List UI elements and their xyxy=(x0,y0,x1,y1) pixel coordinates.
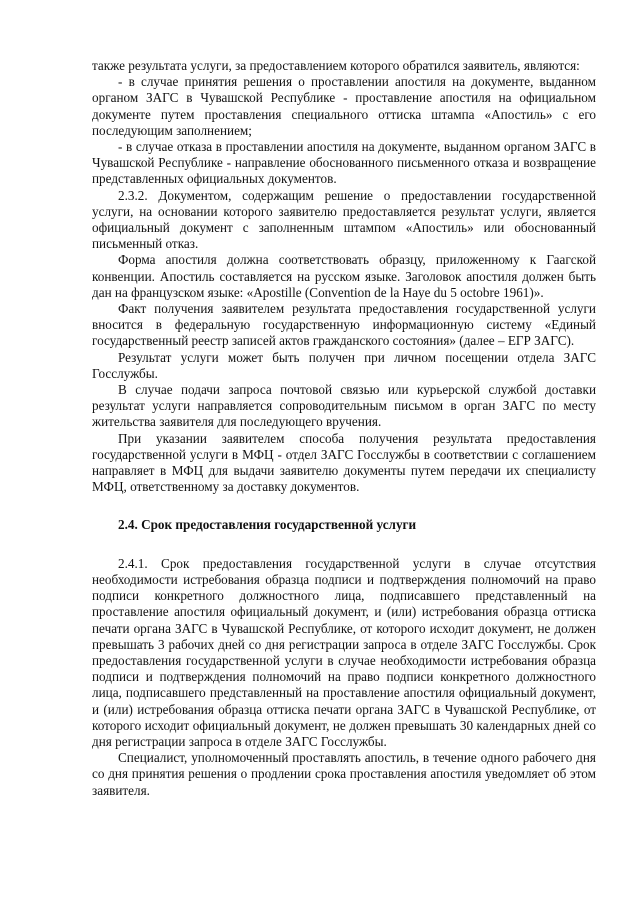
paragraph-mfc-delivery: При указании заявителем способа получения результата предоставления государственной услуги в МФЦ - отдел ЗАГС Госслужбы в соответствии с соглашением направляет в МФЦ для выдачи заявителю документы путем передачи их специалисту МФЦ, ответственному за доставку документов. xyxy=(92,430,596,495)
paragraph-result-pickup: Результат услуги может быть получен при личном посещении отдела ЗАГС Госслужбы. xyxy=(92,349,596,381)
paragraph-intro: также результата услуги, за предоставлением которого обратился заявитель, являются: xyxy=(92,58,580,73)
paragraph-2-3-2: 2.3.2. Документом, содержащим решение о предоставлении государственной услуги, на основании которого заявителю предоставляется результат услуги, является официальный документ с заполненным штампом «Апостиль» или обоснованный письменный отказ. xyxy=(92,187,596,252)
paragraph-bullet-apostille-decision: - в случае принятия решения о проставлении апостиля на документе, выданном органом ЗАГС в Чувашской Республике - проставление апостиля на официальном документе путем проставления специального оттиска штампа «Апостиль» с его последующим заполнением; xyxy=(92,74,596,138)
paragraph-mail-delivery: В случае подачи запроса почтовой связью или курьерской службой доставки результат услуги направляется сопроводительным письмом в орган ЗАГС по месту жительства заявителя для последующего вручения. xyxy=(92,382,596,430)
section-heading-2-4: 2.4. Срок предоставления государственной услуги xyxy=(118,517,417,533)
paragraph-result-fact: Факт получения заявителем результата предоставления государственной услуги вносится в федеральную государственную информационную систему «Единый государственный реестр записей актов гражданского состояния» (далее – ЕГР ЗАГС). xyxy=(92,301,596,349)
paragraph-2-4-1: 2.4.1. Срок предоставления государственной услуги в случае отсутствия необходимости истребования образца подписи и подтверждения полномочий на право подписи конкретного должностного лица, подписавшего представленный на проставление апостиля официальный документ, и (или) истребования образца оттиска печати органа ЗАГС в Чувашской Республике, от которого исходит документ, не должен превышать 3 рабочих дней со дня регистрации запроса в отделе ЗАГС Госслужбы. Срок предоставления государственной услуги в случае необходимости истребования образца подписи и подтверждения полномочий на право подписи конкретного должностного лица, подписавшего представленный на проставление апостиля официальный документ, и (или) истребования образца оттиска печати органа ЗАГС в Чувашской Республике, от которого исходит официальный документ, не должен превышать 30 календарных дней со дня регистрации запроса в отделе ЗАГС Госслужбы. xyxy=(92,555,596,749)
paragraph-bullet-refusal: - в случае отказа в проставлении апостиля на документе, выданном органом ЗАГС в Чувашской Республике - направление обоснованного письменного отказа и возвращение представленных официальных документов. xyxy=(92,139,596,187)
document-page xyxy=(92,58,596,799)
paragraph-apostille-form: Форма апостиля должна соответствовать образцу, приложенному к Гаагской конвенции. Апостиль составляется на русском языке. Заголовок апостиля должен быть дан на французском языке: «Apostille (Convention de la Haye du 5 octobre 1961)». xyxy=(92,252,596,300)
paragraph-specialist-notice: Специалист, уполномоченный проставлять апостиль, в течение одного рабочего дня со дня принятия решения о продлении срока проставления апостиля уведомляет об этом заявителя. xyxy=(92,750,596,798)
